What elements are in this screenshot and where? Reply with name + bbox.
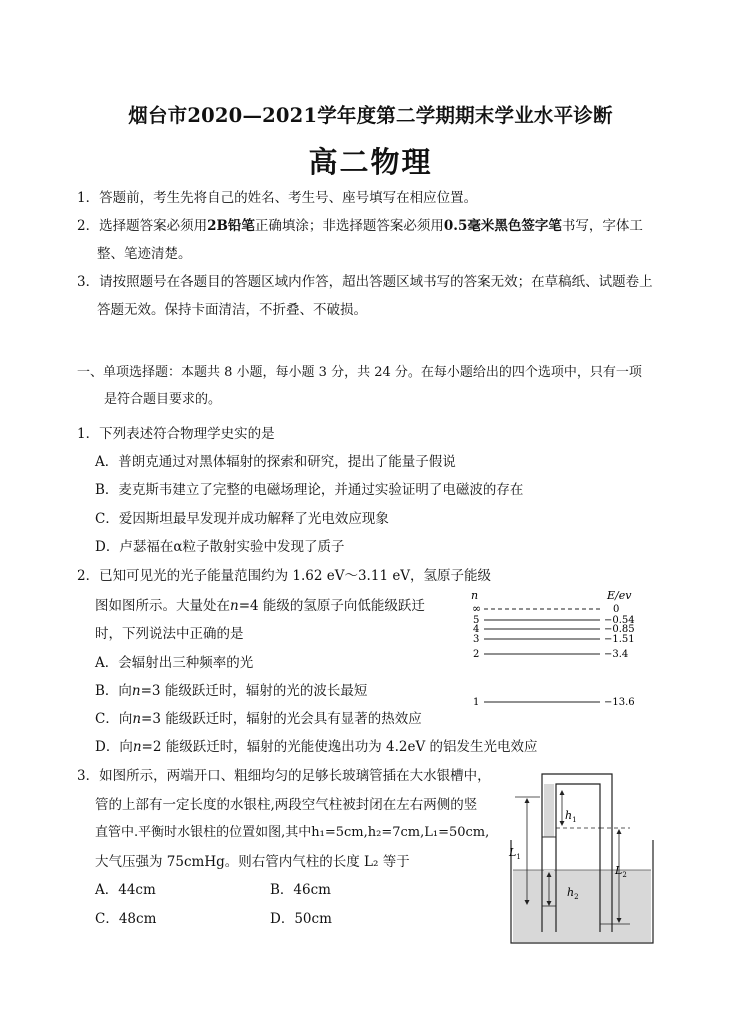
l2-arrowhead-top [617,829,622,834]
level-n-1: 1 [473,697,480,708]
q2-stem-text-a: 图如图所示。大量处在 [95,598,230,614]
level-e-infinity: 0 [613,604,620,615]
q2-option-d-n: n [132,739,142,755]
diagram-n-axis-label: n [471,589,479,602]
q3-option-c: C．48cm [95,911,157,927]
level-e-4: −0.85 [604,624,635,635]
q3-option-b: B．46cm [270,882,331,898]
diagram-energy-axis-label: E/ev [607,589,632,602]
section-heading: 一、单项选择题：本题共 8 小题，每小题 3 分，共 24 分。在每小题给出的四个选项中，只有一项 [77,365,642,380]
q2-option-a: A．会辐射出三种频率的光 [95,655,254,671]
q2-option-b-n: n [131,683,141,699]
level-n-3: 3 [473,634,480,645]
level-e-1: −13.6 [604,697,635,708]
level-n-4: 4 [473,624,480,635]
q2-option-b [95,682,367,700]
h1-arrowhead-bottom [560,821,565,826]
instruction-2-bold-pencil: 2B铅笔 [207,218,255,234]
h2-label: $h_2$ [567,886,579,901]
instruction-2-bold-pen: 0.5毫米黑色签字笔 [443,218,562,234]
q3-option-a: A．44cm [95,882,156,898]
q2-option-b-text-b: =3 能级跃迁时，辐射的光的波长最短 [140,683,368,699]
q2-stem-line2 [95,597,425,615]
q2-option-d [95,738,538,756]
q3-stem-line3: 直管中.平衡时水银柱的位置如图,其中h₁=5cm,h₂=7cm,L₁=50cm, [95,825,490,840]
q2-stem-text-b: =4 能级的氢原子向低能级跃迁 [238,598,425,614]
l2-label: $L_2$ [615,864,627,879]
exam-subject: 高二物理 [308,145,433,179]
l1-arrowhead-top [525,798,530,803]
q3-stem-line4: 大气压强为 75cmHg。则右管内气柱的长度 L₂ 等于 [95,854,410,870]
level-e-3: −1.51 [604,634,635,645]
level-n-infinity: ∞ [472,602,482,615]
q2-stem-n: n [230,598,239,614]
q2-option-c-text-a: C．向 [95,711,133,727]
q2-option-d-text-a: D．向 [95,739,133,755]
instruction-2-text-c: 正确填涂；非选择题答案必须用 [254,218,444,234]
instruction-2-text-a: 2．选择题答案必须用 [77,218,208,234]
q1-option-c: C．爱因斯坦最早发现并成功解释了光电效应现象 [95,511,389,527]
q3-stem-line1: 3．如图所示，两端开口、粗细均匀的足够长玻璃管插在大水银槽中， [77,768,491,784]
instruction-1: 1．答题前，考生先将自己的姓名、考生号、座号填写在相应位置。 [77,190,478,206]
instruction-2-continued: 整、笔迹清楚。 [97,246,192,262]
q3-option-d: D．50cm [270,911,332,927]
q3-stem-line2: 管的上部有一定长度的水银柱,两段空气柱被封闭在左右两侧的竖 [95,797,478,813]
q2-option-c-text-b: =3 能级跃迁时，辐射的光会具有显著的热效应 [141,711,422,727]
level-e-2: −3.4 [604,649,629,660]
energy-level-diagram [462,585,662,715]
mercury-trough-fill [513,870,651,942]
instruction-3-continued: 答题无效。保持卡面清洁，不折叠、不破损。 [97,302,367,318]
q1-option-b: B．麦克斯韦建立了完整的电磁场理论，并通过实验证明了电磁波的存在 [95,482,524,498]
q2-option-c-n: n [132,711,142,727]
q1-option-a: A．普朗克通过对黑体辐射的探索和研究，提出了能量子假说 [95,454,456,470]
q2-option-d-text-b: =2 能级跃迁时，辐射的光能使逸出功为 4.2eV 的铝发生光电效应 [141,739,538,755]
tube-corner-hidden [542,774,556,784]
q1-option-d: D．卢瑟福在α粒子散射实验中发现了质子 [95,539,345,555]
instruction-3: 3．请按照题号在各题目的答题区域内作答，超出答题区域书写的答案无效；在草稿纸、试题卷上 [77,274,653,290]
instruction-2-text-e: 书写，字体工 [561,218,643,234]
mercury-tube-diagram [505,770,665,950]
h1-arrowhead-top [560,790,565,795]
l1-label: $L_1$ [509,846,521,861]
q1-stem: 1．下列表述符合物理学史实的是 [77,426,275,442]
level-n-2: 2 [473,649,480,660]
exam-title: 烟台市2020—2021学年度第二学期期末学业水平诊断 [128,104,613,127]
h1-label: $h_1$ [565,809,577,824]
level-e-5: −0.54 [604,615,635,626]
instruction-2 [77,217,643,235]
q2-stem-line1: 2．已知可见光的光子能量范围约为 1.62 eV～3.11 eV，氢原子能级 [77,568,492,584]
q2-option-b-text-a: B．向 [95,683,132,699]
q2-option-c [95,710,422,728]
section-heading-continued: 是符合题目要求的。 [104,392,222,407]
left-tube-top-mercury [544,784,554,837]
level-n-5: 5 [473,615,480,626]
q2-stem-line3: 时，下列说法中正确的是 [95,626,244,642]
